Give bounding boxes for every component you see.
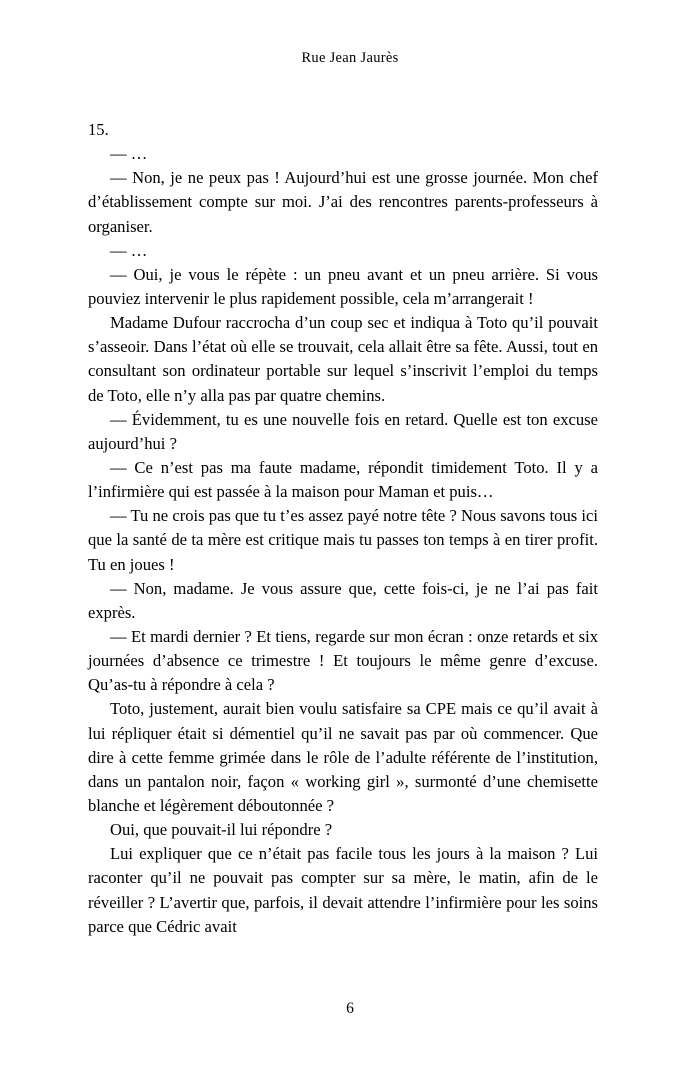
section-number: 15.	[88, 120, 109, 139]
page-number: 6	[346, 1000, 354, 1017]
paragraph: — Ce n’est pas ma faute madame, répondit timidement Toto. Il y a l’infirmière qui est passée à la maison pour Maman et puis…	[88, 457, 598, 502]
paragraph: — Évidemment, tu es une nouvelle fois en retard. Quelle est ton excuse aujourd’hui ?	[88, 409, 598, 453]
paragraph: — Oui, je vous le répète : un pneu avant et un pneu arrière. Si vous pouviez intervenir le plus rapidement possible, cela m’arrangerait !	[88, 264, 598, 308]
paragraph: Madame Dufour raccrocha d’un coup sec et indiqua à Toto qu’il pouvait s’asseoir. Dans l’état où elle se trouvait, cela allait être sa fête. Aussi, tout en consultant son ordinateur portable sur lequel s’inscrivit l’emploi du temps de Toto, elle n’y alla pas par quatre chemins.	[88, 313, 598, 405]
paragraph: — Et mardi dernier ? Et tiens, regarde sur mon écran : onze retards et six journées d’absence ce trimestre ! Et toujours le même genre d’excuse. Qu’as-tu à répondre à cela ?	[88, 626, 598, 695]
paragraph: Toto, justement, aurait bien voulu satisfaire sa CPE mais ce qu’il avait à lui répliquer était si démentiel qu’il ne savait pas par où commencer. Que dire à cette femme grimée dans le rôle de l’adulte référente de l’institution, dans un pantalon noir, façon « working girl », surmonté d’une chemisette blanche et légèrement déboutonnée ?	[88, 699, 598, 815]
paragraph: — …	[110, 144, 148, 164]
paragraph: Oui, que pouvait-il lui répondre ?	[110, 820, 333, 840]
paragraph: — Non, je ne peux pas ! Aujourd’hui est une grosse journée. Mon chef d’établissement compte sur moi. J’ai des rencontres parents-professeurs à organiser.	[88, 168, 598, 236]
running-head: Rue Jean Jaurès	[301, 50, 399, 66]
paragraph: — Tu ne crois pas que tu t’es assez payé notre tête ? Nous savons tous ici que la santé de ta mère est critique mais tu passes ton temps à en tirer profit. Tu en joues !	[88, 506, 598, 574]
paragraph: Lui expliquer que ce n’était pas facile tous les jours à la maison ? Lui raconter qu’il ne pouvait pas compter sur sa mère, le matin, afin de le réveiller ? L’avertir que, parfois, il devait attendre l’infirmière pour les soins parce que Cédric avait	[88, 844, 598, 936]
paragraph: — Non, madame. Je vous assure que, cette fois-ci, je ne l’ai pas fait exprès.	[88, 578, 598, 622]
body-text	[88, 118, 598, 939]
paragraph: — …	[110, 240, 148, 260]
